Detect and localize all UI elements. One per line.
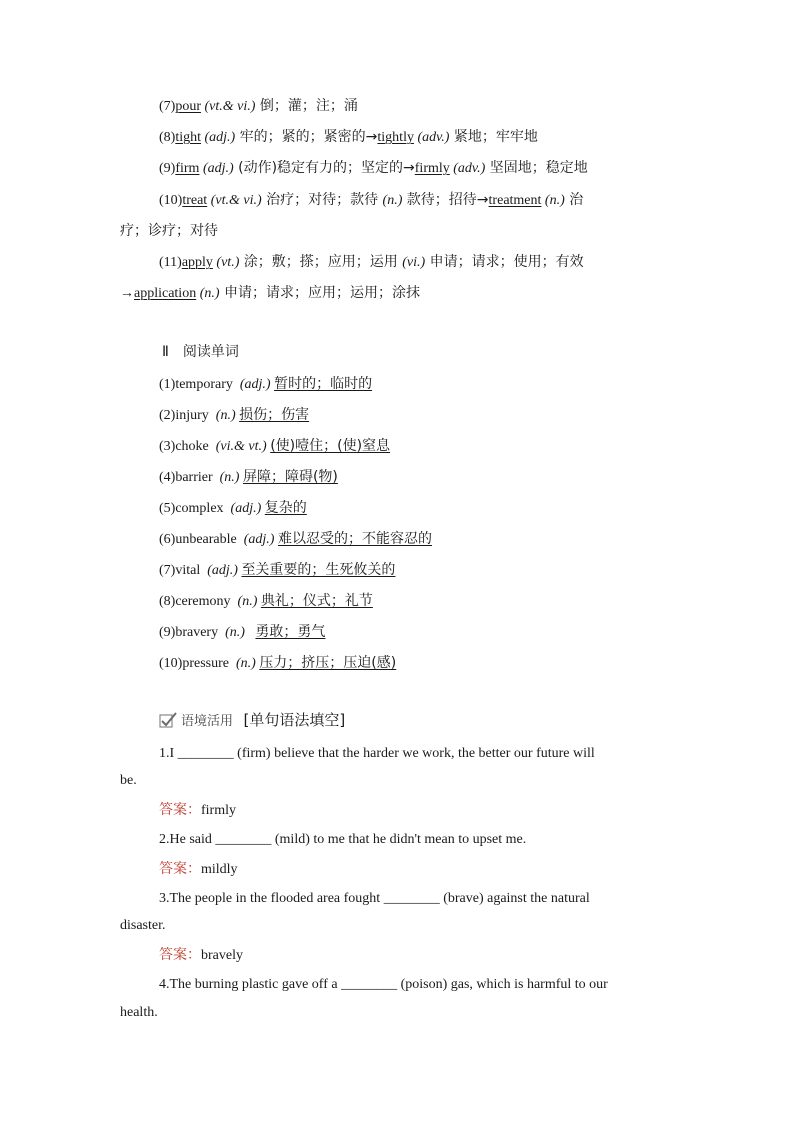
meaning: 典礼；仪式；礼节 [260, 593, 373, 609]
section-title: Ⅱ 阅读单词 [162, 344, 239, 360]
vocab-word: apply [181, 255, 213, 270]
vocab-item [159, 252, 584, 273]
part-of-speech-2: (n.) [382, 193, 403, 208]
meaning: 涂；敷；搽；应用；运用 [239, 254, 403, 270]
answer-line [159, 945, 243, 966]
vocab-word: pour [175, 99, 201, 114]
item-number: (7) [159, 563, 176, 578]
meaning: (使)噎住；(使)窒息 [270, 438, 391, 454]
part-of-speech-2: (vi.) [402, 255, 426, 270]
reading-item [159, 529, 432, 550]
checkmark-icon [159, 712, 177, 728]
question: 2.He said ________ (mild) to me that he didn't mean to upset me. [159, 832, 527, 847]
item-number: (3) [159, 439, 176, 454]
meaning: 复杂的 [264, 500, 307, 516]
vocab-word: temporary [175, 377, 233, 392]
item-number: (7) [159, 99, 176, 114]
vocab-word: bravery [175, 625, 219, 640]
part-of-speech: (adj.) [204, 130, 236, 145]
vocab-item-continuation: 疗；诊疗；对待 [120, 223, 218, 239]
answer-label: 答案： [159, 861, 201, 877]
question: 3.The people in the flooded area fought ________ (brave) against the natural [159, 891, 590, 906]
vocab-item [159, 190, 583, 211]
derived-pos: (adv.) [453, 161, 486, 176]
reading-item [159, 591, 373, 612]
part-of-speech: (adj.) [230, 501, 262, 516]
reading-item [159, 653, 396, 674]
reading-item [159, 436, 390, 457]
meaning: 损伤；伤害 [239, 407, 310, 423]
derived-meaning: 坚固地；稳定地 [485, 160, 588, 176]
answer-value: mildly [201, 862, 238, 877]
part-of-speech: (n.) [219, 470, 240, 485]
meaning: 倒；灌；注；涌 [255, 98, 358, 114]
part-of-speech: (adj.) [207, 563, 238, 578]
vocab-word: pressure [182, 656, 229, 671]
vocab-word: complex [175, 501, 224, 516]
derived-pos: (n.) [544, 193, 565, 208]
item-number: (9) [159, 625, 176, 640]
item-number: (4) [159, 470, 176, 485]
derived-word: tightly [377, 130, 414, 145]
answer-value: bravely [201, 948, 243, 963]
reading-item [159, 498, 307, 519]
part-of-speech: (vt.) [216, 255, 240, 270]
reading-item [159, 374, 372, 395]
reading-item [159, 405, 309, 426]
practice-label: 语境活用 [181, 714, 234, 729]
vocab-item [159, 96, 358, 117]
vocab-item [159, 127, 538, 148]
meaning: 难以忍受的；不能容忍的 [277, 531, 432, 547]
vocab-word: ceremony [175, 594, 231, 609]
vocab-item-continuation [120, 283, 420, 304]
derived-meaning: 紧地；牢牢地 [449, 129, 538, 145]
vocab-word: firm [175, 161, 200, 176]
derived-meaning: 申请；请求；应用；运用；涂抹 [219, 285, 420, 301]
answer-line [159, 800, 236, 821]
meaning-2: 申请；请求；使用；有效 [425, 254, 584, 270]
item-number: (5) [159, 501, 176, 516]
question: 4.The burning plastic gave off a ________ (poison) gas, which is harmful to our [159, 977, 608, 992]
practice-header [159, 710, 345, 732]
part-of-speech: (n.) [237, 594, 258, 609]
part-of-speech: (vt.& vi.) [204, 99, 256, 114]
answer-value: firmly [201, 803, 236, 818]
part-of-speech: (vt.& vi.) [210, 193, 262, 208]
part-of-speech: (adj.) [243, 532, 275, 547]
part-of-speech: (adj.) [202, 161, 234, 176]
answer-label: 答案： [159, 947, 201, 963]
part-of-speech: (n.) [225, 625, 245, 640]
derived-word: firmly [414, 161, 450, 176]
meaning: 治疗；对待；款待 [261, 192, 383, 208]
reading-item [159, 560, 395, 581]
meaning: 暂时的；临时的 [274, 376, 373, 392]
meaning: 勇敢；勇气 [255, 624, 326, 640]
vocab-word: treat [182, 193, 208, 208]
derived-pos: (adv.) [417, 130, 450, 145]
derived-pos: (n.) [199, 286, 220, 301]
vocab-word: unbearable [175, 532, 237, 547]
vocab-word: vital [175, 563, 201, 578]
meaning: 牢的；紧的；紧密的→ [235, 129, 378, 145]
part-of-speech: (adj.) [239, 377, 271, 392]
part-of-speech: (n.) [235, 656, 256, 671]
answer-label: 答案： [159, 802, 201, 818]
arrow: → [120, 286, 134, 301]
item-number: (2) [159, 408, 176, 423]
answer-line [159, 859, 238, 880]
item-number: (10) [159, 193, 183, 208]
item-number: (8) [159, 130, 176, 145]
question-continuation: disaster. [120, 918, 166, 933]
question: 1.I ________ (firm) believe that the harder we work, the better our future will [159, 746, 595, 761]
question-continuation: be. [120, 773, 137, 788]
item-number: (11) [159, 255, 182, 270]
meaning: 压力；挤压；压迫(感) [259, 655, 397, 671]
vocab-word: choke [175, 439, 209, 454]
meaning: 屏障；障碍(物) [242, 469, 338, 485]
meaning: 至关重要的；生死攸关的 [241, 562, 396, 578]
question-continuation: health. [120, 1005, 158, 1020]
derived-word: application [134, 286, 197, 301]
meaning-2: 款待；招待→ [402, 192, 489, 208]
vocab-word: tight [175, 130, 201, 145]
meaning: (动作)稳定有力的；坚定的→ [233, 160, 415, 176]
item-number: (6) [159, 532, 176, 547]
item-number: (10) [159, 656, 183, 671]
vocab-word: barrier [175, 470, 213, 485]
item-number: (8) [159, 594, 176, 609]
part-of-speech: (n.) [215, 408, 236, 423]
item-number: (9) [159, 161, 176, 176]
part-of-speech: (vi.& vt.) [215, 439, 267, 454]
derived-word: treatment [488, 193, 542, 208]
vocab-item [159, 158, 588, 179]
reading-item [159, 467, 338, 488]
derived-meaning: 治 [564, 192, 584, 208]
item-number: (1) [159, 377, 176, 392]
practice-title: [单句语法填空] [243, 711, 346, 729]
reading-item [159, 622, 325, 643]
vocab-word: injury [175, 408, 209, 423]
